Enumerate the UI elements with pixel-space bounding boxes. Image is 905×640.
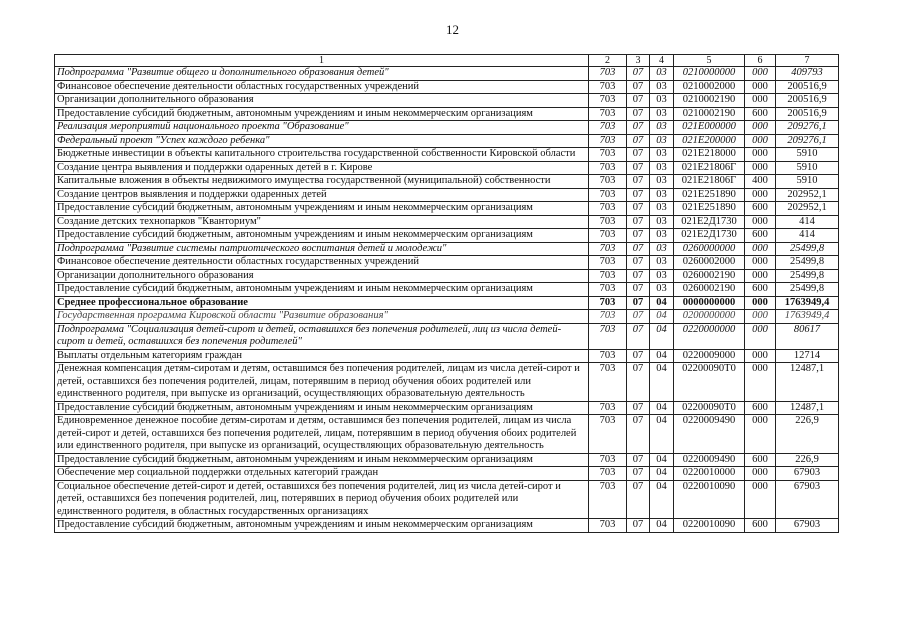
amount-cell: 12487,1 (776, 401, 839, 415)
table-row (55, 323, 839, 349)
amount-cell: 209276,1 (776, 134, 839, 148)
amount-cell: 1763949,4 (776, 296, 839, 310)
table-row (55, 283, 839, 297)
row-name-cell: Среднее профессиональное образование (55, 296, 589, 310)
code-6-cell: 600 (745, 401, 776, 415)
code-5-cell: 0220009490 (674, 453, 745, 467)
code-2-cell: 703 (589, 269, 627, 283)
code-3-cell: 07 (627, 453, 650, 467)
amount-cell: 200516,9 (776, 94, 839, 108)
code-5-cell: 0220010000 (674, 467, 745, 481)
row-name-cell: Предоставление субсидий бюджетным, автономным учреждениям и иным некоммерческим организациям (55, 202, 589, 216)
code-3-cell: 07 (627, 467, 650, 481)
code-5-cell: 0260000000 (674, 242, 745, 256)
code-2-cell: 703 (589, 121, 627, 135)
table-body (55, 67, 839, 533)
code-5-cell: 0220010090 (674, 519, 745, 533)
code-4-cell: 03 (650, 121, 674, 135)
table-row (55, 121, 839, 135)
code-2-cell: 703 (589, 215, 627, 229)
header-cell: 3 (627, 55, 650, 67)
code-2-cell: 703 (589, 175, 627, 189)
code-6-cell: 000 (745, 215, 776, 229)
table-row (55, 148, 839, 162)
table-header-row (55, 55, 839, 67)
code-2-cell: 703 (589, 363, 627, 402)
code-4-cell: 04 (650, 310, 674, 324)
code-6-cell: 000 (745, 323, 776, 349)
code-5-cell: 021Е218000 (674, 148, 745, 162)
code-5-cell: 02200090Т0 (674, 363, 745, 402)
row-name-cell: Подпрограмма "Развитие общего и дополнительного образования детей" (55, 67, 589, 81)
code-6-cell: 600 (745, 202, 776, 216)
code-4-cell: 04 (650, 296, 674, 310)
code-5-cell: 021Е2Д1730 (674, 215, 745, 229)
header-cell: 4 (650, 55, 674, 67)
amount-cell: 25499,8 (776, 256, 839, 270)
row-name-cell: Предоставление субсидий бюджетным, автономным учреждениям и иным некоммерческим организациям (55, 401, 589, 415)
code-6-cell: 000 (745, 94, 776, 108)
code-3-cell: 07 (627, 363, 650, 402)
code-5-cell: 0260002190 (674, 283, 745, 297)
row-name-cell: Единовременное денежное пособие детям-сиротам и детям, оставшимся без попечения родителей, лицам из числа детей-сирот и детей, оставшихся без попечения родителей, лицам, потерявшим в период обучения обоих родителей или единственного родителя, при выпуске из организаций, осуществляющих образовательную деятельность (55, 415, 589, 454)
table-row (55, 229, 839, 243)
code-6-cell: 000 (745, 480, 776, 519)
table-row (55, 415, 839, 454)
code-6-cell: 000 (745, 256, 776, 270)
code-4-cell: 03 (650, 256, 674, 270)
code-2-cell: 703 (589, 229, 627, 243)
header-cell: 5 (674, 55, 745, 67)
row-name-cell: Подпрограмма "Социализация детей-сирот и детей, оставшихся без попечения родителей, лиц из числа детей-сирот и детей, оставшихся без попечения родителей" (55, 323, 589, 349)
table-row (55, 296, 839, 310)
code-2-cell: 703 (589, 80, 627, 94)
code-4-cell: 04 (650, 453, 674, 467)
code-4-cell: 03 (650, 94, 674, 108)
code-3-cell: 07 (627, 175, 650, 189)
code-3-cell: 07 (627, 188, 650, 202)
code-6-cell: 000 (745, 467, 776, 481)
code-5-cell: 021Е251890 (674, 188, 745, 202)
row-name-cell: Государственная программа Кировской области "Развитие образования" (55, 310, 589, 324)
code-2-cell: 703 (589, 134, 627, 148)
row-name-cell: Предоставление субсидий бюджетным, автономным учреждениям и иным некоммерческим организациям (55, 107, 589, 121)
table-row (55, 134, 839, 148)
table-row (55, 349, 839, 363)
code-3-cell: 07 (627, 242, 650, 256)
code-2-cell: 703 (589, 453, 627, 467)
code-3-cell: 07 (627, 480, 650, 519)
code-3-cell: 07 (627, 519, 650, 533)
amount-cell: 67903 (776, 480, 839, 519)
code-5-cell: 0200000000 (674, 310, 745, 324)
code-6-cell: 600 (745, 519, 776, 533)
code-4-cell: 03 (650, 107, 674, 121)
code-5-cell: 0220010090 (674, 480, 745, 519)
table-row (55, 188, 839, 202)
row-name-cell: Социальное обеспечение детей-сирот и детей, оставшихся без попечения родителей, лиц из числа детей-сирот и детей, оставшихся без попечения родителей, лиц, потерявших в период обучения обоих родителей или единственного родителя, в областных государственных организациях (55, 480, 589, 519)
table-row (55, 401, 839, 415)
code-6-cell: 000 (745, 269, 776, 283)
row-name-cell: Подпрограмма "Развитие системы патриотического воспитания детей и молодежи" (55, 242, 589, 256)
code-3-cell: 07 (627, 310, 650, 324)
row-name-cell: Организации дополнительного образования (55, 94, 589, 108)
amount-cell: 12487,1 (776, 363, 839, 402)
code-3-cell: 07 (627, 94, 650, 108)
header-cell: 6 (745, 55, 776, 67)
code-5-cell: 0210000000 (674, 67, 745, 81)
code-2-cell: 703 (589, 401, 627, 415)
amount-cell: 25499,8 (776, 242, 839, 256)
code-2-cell: 703 (589, 148, 627, 162)
row-name-cell: Денежная компенсация детям-сиротам и детям, оставшимся без попечения родителей, лицам из числа детей-сирот и детей, оставшихся без попечения родителей, лицам, потерявшим в период обучения обоих родителей или единственного родителя, при выпуске из организаций, осуществляющих образовательную деятельность (55, 363, 589, 402)
row-name-cell: Предоставление субсидий бюджетным, автономным учреждениям и иным некоммерческим организациям (55, 519, 589, 533)
row-name-cell: Реализация мероприятий национального проекта "Образование" (55, 121, 589, 135)
code-2-cell: 703 (589, 242, 627, 256)
code-6-cell: 000 (745, 415, 776, 454)
code-3-cell: 07 (627, 202, 650, 216)
code-3-cell: 07 (627, 80, 650, 94)
code-4-cell: 04 (650, 467, 674, 481)
code-5-cell: 0210002000 (674, 80, 745, 94)
row-name-cell: Выплаты отдельным категориям граждан (55, 349, 589, 363)
code-4-cell: 03 (650, 229, 674, 243)
table-row (55, 269, 839, 283)
code-6-cell: 000 (745, 363, 776, 402)
amount-cell: 202952,1 (776, 202, 839, 216)
code-6-cell: 400 (745, 175, 776, 189)
code-4-cell: 04 (650, 401, 674, 415)
row-name-cell: Обеспечение мер социальной поддержки отдельных категорий граждан (55, 467, 589, 481)
row-name-cell: Федеральный проект "Успех каждого ребенка" (55, 134, 589, 148)
code-2-cell: 703 (589, 519, 627, 533)
code-3-cell: 07 (627, 148, 650, 162)
page-number: 12 (446, 22, 459, 37)
code-6-cell: 600 (745, 283, 776, 297)
table-row (55, 94, 839, 108)
row-name-cell: Создание детских технопарков "Кванториум" (55, 215, 589, 229)
code-5-cell: 021Е200000 (674, 134, 745, 148)
amount-cell: 67903 (776, 519, 839, 533)
code-5-cell: 021Е251890 (674, 202, 745, 216)
code-5-cell: 0260002000 (674, 256, 745, 270)
code-5-cell: 0210002190 (674, 107, 745, 121)
amount-cell: 409793 (776, 67, 839, 81)
code-3-cell: 07 (627, 415, 650, 454)
code-4-cell: 04 (650, 363, 674, 402)
amount-cell: 80617 (776, 323, 839, 349)
code-6-cell: 000 (745, 310, 776, 324)
amount-cell: 5910 (776, 148, 839, 162)
row-name-cell: Создание центра выявления и поддержки одаренных детей в г. Кирове (55, 161, 589, 175)
code-5-cell: 0220009000 (674, 349, 745, 363)
code-3-cell: 07 (627, 283, 650, 297)
code-4-cell: 04 (650, 349, 674, 363)
code-3-cell: 07 (627, 134, 650, 148)
code-2-cell: 703 (589, 161, 627, 175)
code-2-cell: 703 (589, 256, 627, 270)
code-5-cell: 021Е21806Г (674, 175, 745, 189)
code-3-cell: 07 (627, 323, 650, 349)
code-4-cell: 04 (650, 323, 674, 349)
amount-cell: 200516,9 (776, 80, 839, 94)
amount-cell: 202952,1 (776, 188, 839, 202)
code-5-cell: 021Е2Д1730 (674, 229, 745, 243)
code-5-cell: 02200090Т0 (674, 401, 745, 415)
code-3-cell: 07 (627, 401, 650, 415)
code-5-cell: 0220000000 (674, 323, 745, 349)
code-5-cell: 021Е000000 (674, 121, 745, 135)
code-6-cell: 000 (745, 349, 776, 363)
code-2-cell: 703 (589, 94, 627, 108)
code-4-cell: 03 (650, 67, 674, 81)
table-row (55, 175, 839, 189)
code-2-cell: 703 (589, 107, 627, 121)
code-5-cell: 0210002190 (674, 94, 745, 108)
code-2-cell: 703 (589, 480, 627, 519)
code-5-cell: 0220009490 (674, 415, 745, 454)
table-row (55, 161, 839, 175)
code-3-cell: 07 (627, 215, 650, 229)
code-6-cell: 000 (745, 67, 776, 81)
code-2-cell: 703 (589, 467, 627, 481)
header-cell: 7 (776, 55, 839, 67)
code-4-cell: 03 (650, 134, 674, 148)
code-2-cell: 703 (589, 310, 627, 324)
code-6-cell: 000 (745, 121, 776, 135)
code-4-cell: 04 (650, 480, 674, 519)
code-6-cell: 000 (745, 242, 776, 256)
row-name-cell: Финансовое обеспечение деятельности областных государственных учреждений (55, 256, 589, 270)
amount-cell: 5910 (776, 161, 839, 175)
code-6-cell: 600 (745, 453, 776, 467)
row-name-cell: Организации дополнительного образования (55, 269, 589, 283)
code-2-cell: 703 (589, 323, 627, 349)
code-4-cell: 03 (650, 188, 674, 202)
code-5-cell: 0260002190 (674, 269, 745, 283)
code-6-cell: 000 (745, 134, 776, 148)
amount-cell: 25499,8 (776, 269, 839, 283)
table-row (55, 80, 839, 94)
amount-cell: 25499,8 (776, 283, 839, 297)
header-cell: 1 (55, 55, 589, 67)
code-6-cell: 000 (745, 148, 776, 162)
header-cell: 2 (589, 55, 627, 67)
code-6-cell: 000 (745, 80, 776, 94)
code-4-cell: 04 (650, 519, 674, 533)
code-2-cell: 703 (589, 296, 627, 310)
code-3-cell: 07 (627, 349, 650, 363)
code-4-cell: 03 (650, 283, 674, 297)
code-4-cell: 03 (650, 215, 674, 229)
code-2-cell: 703 (589, 283, 627, 297)
code-3-cell: 07 (627, 296, 650, 310)
table-row (55, 310, 839, 324)
amount-cell: 209276,1 (776, 121, 839, 135)
code-6-cell: 600 (745, 107, 776, 121)
table-row (55, 67, 839, 81)
table-row (55, 256, 839, 270)
table-row (55, 363, 839, 402)
row-name-cell: Бюджетные инвестиции в объекты капитального строительства государственной собственности Кировской области (55, 148, 589, 162)
row-name-cell: Финансовое обеспечение деятельности областных государственных учреждений (55, 80, 589, 94)
amount-cell: 1763949,4 (776, 310, 839, 324)
code-4-cell: 03 (650, 202, 674, 216)
code-3-cell: 07 (627, 67, 650, 81)
code-3-cell: 07 (627, 256, 650, 270)
table-row (55, 480, 839, 519)
code-2-cell: 703 (589, 349, 627, 363)
table-row (55, 467, 839, 481)
code-5-cell: 0000000000 (674, 296, 745, 310)
code-6-cell: 600 (745, 229, 776, 243)
table-row (55, 215, 839, 229)
code-3-cell: 07 (627, 107, 650, 121)
code-2-cell: 703 (589, 202, 627, 216)
amount-cell: 5910 (776, 175, 839, 189)
amount-cell: 200516,9 (776, 107, 839, 121)
code-3-cell: 07 (627, 121, 650, 135)
code-2-cell: 703 (589, 188, 627, 202)
table-row (55, 202, 839, 216)
table-row (55, 519, 839, 533)
code-2-cell: 703 (589, 415, 627, 454)
amount-cell: 12714 (776, 349, 839, 363)
budget-table (54, 54, 839, 533)
code-3-cell: 07 (627, 229, 650, 243)
code-6-cell: 000 (745, 161, 776, 175)
table-row (55, 242, 839, 256)
code-4-cell: 04 (650, 415, 674, 454)
table-row (55, 453, 839, 467)
amount-cell: 414 (776, 215, 839, 229)
code-4-cell: 03 (650, 242, 674, 256)
code-4-cell: 03 (650, 148, 674, 162)
row-name-cell: Предоставление субсидий бюджетным, автономным учреждениям и иным некоммерческим организациям (55, 453, 589, 467)
amount-cell: 67903 (776, 467, 839, 481)
amount-cell: 226,9 (776, 453, 839, 467)
amount-cell: 226,9 (776, 415, 839, 454)
table-row (55, 107, 839, 121)
row-name-cell: Создание центров выявления и поддержки одаренных детей (55, 188, 589, 202)
code-2-cell: 703 (589, 67, 627, 81)
code-4-cell: 03 (650, 269, 674, 283)
code-6-cell: 000 (745, 296, 776, 310)
code-4-cell: 03 (650, 161, 674, 175)
code-4-cell: 03 (650, 175, 674, 189)
code-4-cell: 03 (650, 80, 674, 94)
amount-cell: 414 (776, 229, 839, 243)
code-6-cell: 000 (745, 188, 776, 202)
row-name-cell: Предоставление субсидий бюджетным, автономным учреждениям и иным некоммерческим организациям (55, 229, 589, 243)
row-name-cell: Предоставление субсидий бюджетным, автономным учреждениям и иным некоммерческим организациям (55, 283, 589, 297)
code-5-cell: 021Е21806Г (674, 161, 745, 175)
code-3-cell: 07 (627, 161, 650, 175)
code-3-cell: 07 (627, 269, 650, 283)
row-name-cell: Капитальные вложения в объекты недвижимого имущества государственной (муниципальной) собственности (55, 175, 589, 189)
